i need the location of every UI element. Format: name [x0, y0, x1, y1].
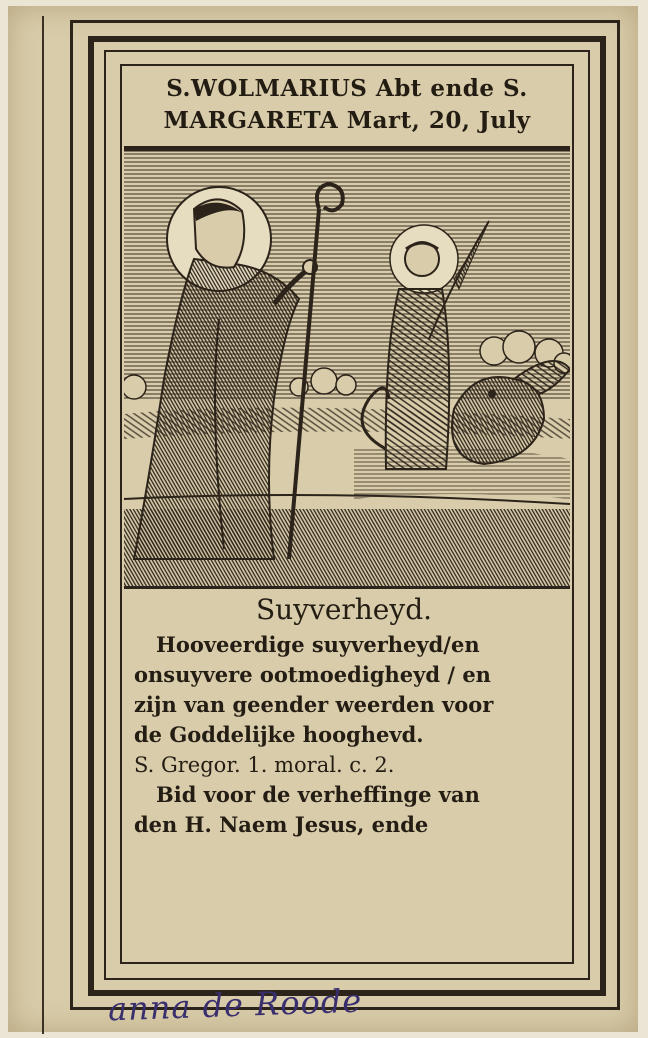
outer-left-rule	[42, 16, 44, 1034]
verse-block	[134, 588, 554, 840]
saint-header	[124, 68, 570, 149]
prayer-line: den H. Naem Jesus, ende	[134, 812, 429, 837]
devotional-card	[8, 6, 638, 1032]
verse-citation: S. Gregor. 1. moral. c. 2.	[134, 753, 395, 777]
engraving-illustration	[124, 149, 570, 586]
verse-line: onsuyvere ootmoedigheyd / en	[134, 662, 491, 687]
prayer-line: Bid voor de verheffinge van	[156, 782, 480, 807]
verse-line: Hooveerdige suyverheyd/en	[156, 632, 480, 657]
handwritten-signature: anna de Roode	[107, 981, 363, 1029]
woodcut-engraving	[124, 149, 570, 589]
verse-line: zijn van geender weerden voor	[134, 692, 494, 717]
verse-line: de Goddelijke hooghevd.	[134, 722, 424, 747]
verse-title: Suyverheyd.	[255, 593, 433, 626]
header-line-1: S.WOLMARIUS Abt ende S.	[166, 75, 528, 102]
header-line-2: MARGARETA Mart, 20, July	[163, 107, 531, 134]
